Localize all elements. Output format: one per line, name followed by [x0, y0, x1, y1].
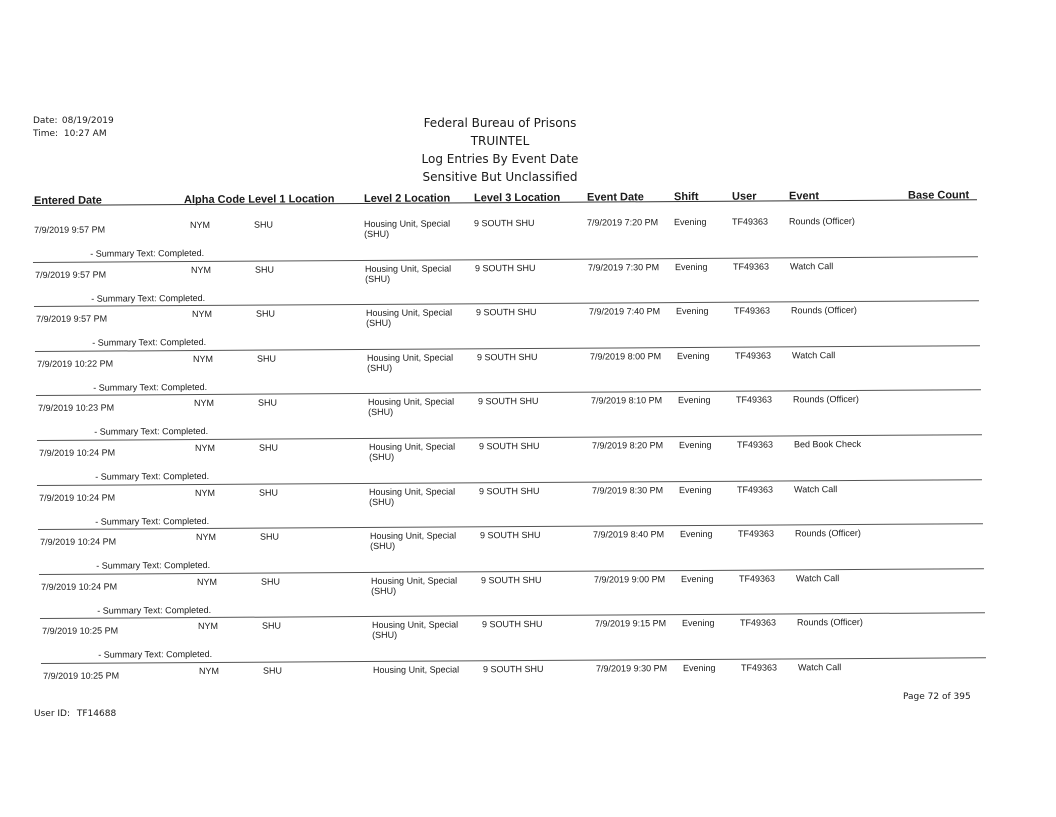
cell-event-date: 7/9/2019 8:00 PM [589, 350, 661, 362]
cell-user: TF49363 [740, 617, 777, 629]
cell-event: Rounds (Officer) [795, 528, 862, 539]
report-classification: Sensitive But Unclassified [422, 170, 578, 184]
cell-entered-date: 7/9/2019 9:57 PM [35, 313, 107, 325]
cell-level3-location: 9 SOUTH SHU [481, 574, 542, 586]
cell-level2-location: Housing Unit, Special (SHU) [372, 619, 459, 641]
col-entered-date: Entered Date [33, 194, 102, 207]
report-title-agency: Federal Bureau of Prisons [423, 116, 577, 130]
cell-summary-text: - Summary Text: Completed. [91, 292, 205, 304]
page-number: Page 72 of 395 [903, 692, 971, 702]
cell-user: TF49363 [732, 261, 769, 272]
cell-shift: Evening [682, 662, 716, 674]
cell-user: TF49363 [740, 662, 778, 673]
table-row [41, 661, 986, 711]
cell-shift: Evening [681, 573, 714, 584]
cell-alpha-code: NYM [197, 576, 218, 587]
cell-user: TF49363 [734, 350, 771, 361]
col-event: Event [788, 190, 820, 203]
cell-summary-text: - Summary Text: Completed. [96, 560, 211, 571]
cell-level1-location: SHU [258, 442, 278, 453]
cell-summary-text: - Summary Text: Completed. [90, 247, 205, 259]
time-value: 10:27 AM [63, 129, 107, 139]
cell-alpha-code: NYM [195, 487, 216, 498]
cell-level1-location: SHU [261, 576, 281, 587]
cell-level1-location: SHU [257, 397, 277, 409]
cell-level2-location: Housing Unit, Special [372, 664, 460, 675]
user-id-value: TF14688 [76, 709, 117, 719]
cell-entered-date: 7/9/2019 10:25 PM [42, 625, 119, 637]
cell-alpha-code: NYM [196, 532, 217, 543]
cell-level1-location: SHU [260, 531, 280, 542]
cell-entered-date: 7/9/2019 10:23 PM [37, 402, 114, 414]
cell-event-date: 7/9/2019 8:30 PM [592, 484, 664, 496]
cell-level2-location: Housing Unit, Special (SHU) [371, 575, 458, 596]
col-user: User [731, 190, 757, 203]
cell-level2-location: Housing Unit, Special (SHU) [369, 486, 456, 507]
cell-user: TF49363 [737, 484, 774, 495]
cell-event: Watch Call [791, 349, 835, 361]
cell-level2-location: Housing Unit, Special (SHU) [364, 263, 451, 284]
cell-level3-location: 9 SOUTH SHU [474, 262, 536, 273]
cell-level2-location: Housing Unit, Special (SHU) [367, 396, 454, 418]
cell-event-date: 7/9/2019 8:10 PM [590, 395, 662, 407]
cell-entered-date: 7/9/2019 10:24 PM [40, 536, 117, 548]
cell-level2-location: Housing Unit, Special (SHU) [370, 530, 457, 552]
cell-level3-location: 9 SOUTH SHU [480, 530, 541, 541]
cell-user: TF49363 [739, 573, 776, 584]
cell-level3-location: 9 SOUTH SHU [475, 307, 537, 318]
cell-event: Watch Call [797, 662, 842, 673]
cell-alpha-code: NYM [191, 309, 212, 320]
cell-summary-text: - Summary Text: Completed. [93, 426, 208, 438]
cell-level3-location: 9 SOUTH SHU [482, 663, 544, 675]
cell-level3-location: 9 SOUTH SHU [476, 351, 538, 363]
col-base-count: Base Count [907, 189, 970, 202]
col-level2: Level 2 Location [363, 192, 451, 205]
cell-user: TF49363 [733, 305, 770, 316]
cell-alpha-code: NYM [198, 621, 219, 632]
cell-level1-location: SHU [255, 308, 275, 319]
cell-entered-date: 7/9/2019 10:25 PM [43, 670, 120, 681]
cell-event-date: 7/9/2019 7:40 PM [588, 306, 660, 317]
cell-user: TF49363 [736, 439, 773, 450]
cell-level3-location: 9 SOUTH SHU [482, 619, 543, 630]
cell-summary-text: - Summary Text: Completed. [91, 337, 206, 348]
user-id-label: User ID: [34, 709, 70, 719]
cell-event: Rounds (Officer) [788, 215, 855, 227]
cell-event: Watch Call [794, 483, 838, 494]
cell-alpha-code: NYM [189, 219, 211, 231]
cell-entered-date: 7/9/2019 10:24 PM [39, 492, 116, 503]
cell-shift: Evening [679, 484, 712, 495]
cell-level3-location: 9 SOUTH SHU [479, 485, 540, 496]
cell-level1-location: SHU [254, 264, 274, 275]
cell-event-date: 7/9/2019 9:15 PM [595, 618, 667, 630]
cell-event: Watch Call [796, 572, 840, 584]
cell-level3-location: 9 SOUTH SHU [473, 217, 535, 229]
cell-summary-text: - Summary Text: Completed. [98, 649, 213, 661]
cell-event: Bed Book Check [793, 438, 861, 450]
footer-user-id [34, 709, 116, 719]
cell-event-date: 7/9/2019 9:30 PM [595, 663, 668, 674]
cell-event: Rounds (Officer) [790, 305, 857, 316]
cell-event-date: 7/9/2019 8:20 PM [591, 440, 663, 451]
cell-alpha-code: NYM [192, 353, 213, 364]
cell-level1-location: SHU [262, 620, 282, 632]
cell-level3-location: 9 SOUTH SHU [477, 396, 539, 407]
cell-level1-location: SHU [262, 665, 283, 676]
cell-event: Rounds (Officer) [792, 394, 859, 405]
cell-user: TF49363 [738, 528, 775, 539]
date-value: 08/19/2019 [61, 116, 114, 126]
col-level3: Level 3 Location [473, 191, 561, 205]
cell-user: TF49363 [731, 216, 769, 227]
cell-event: Rounds (Officer) [797, 617, 863, 628]
cell-event-date: 7/9/2019 8:40 PM [593, 529, 665, 540]
cell-event-date: 7/9/2019 9:00 PM [594, 573, 666, 585]
cell-summary-text: - Summary Text: Completed. [94, 470, 209, 482]
cell-level2-location: Housing Unit, Special (SHU) [368, 441, 455, 462]
cell-alpha-code: NYM [193, 398, 214, 409]
cell-shift: Evening [682, 618, 715, 629]
cell-shift: Evening [674, 261, 708, 272]
cell-entered-date: 7/9/2019 10:22 PM [36, 358, 113, 369]
cell-summary-text: - Summary Text: Completed. [95, 515, 210, 527]
cell-shift: Evening [678, 439, 712, 451]
cell-level2-location: Housing Unit, Special (SHU) [365, 307, 452, 329]
cell-summary-text: - Summary Text: Completed. [92, 381, 207, 393]
col-alpha-loc1: Alpha Code Level 1 Location [183, 193, 335, 207]
cell-entered-date: 7/9/2019 10:24 PM [38, 447, 115, 458]
cell-event: Watch Call [789, 260, 834, 271]
cell-level1-location: SHU [253, 219, 274, 230]
cell-event-date: 7/9/2019 7:30 PM [587, 261, 660, 273]
cell-shift: Evening [680, 529, 713, 540]
cell-entered-date: 7/9/2019 10:24 PM [41, 581, 118, 592]
cell-level2-location: Housing Unit, Special (SHU) [366, 352, 453, 373]
cell-user: TF49363 [735, 394, 772, 406]
cell-alpha-code: NYM [198, 665, 220, 677]
cell-event-date: 7/9/2019 7:20 PM [586, 217, 659, 228]
cell-entered-date: 7/9/2019 9:57 PM [34, 224, 106, 235]
report-title-system: TRUINTEL [470, 134, 530, 148]
cell-alpha-code: NYM [190, 264, 211, 275]
cell-level1-location: SHU [256, 353, 276, 364]
cell-shift: Evening [673, 216, 707, 228]
report-title-name: Log Entries By Event Date [421, 152, 579, 166]
cell-level3-location: 9 SOUTH SHU [478, 440, 540, 452]
cell-level2-location: Housing Unit, Special (SHU) [363, 218, 451, 239]
time-label: Time: [33, 129, 59, 139]
col-event-date: Event Date [586, 191, 644, 204]
date-label: Date: [33, 116, 58, 126]
cell-shift: Evening [677, 395, 711, 406]
col-shift: Shift [673, 190, 699, 204]
cell-shift: Evening [676, 350, 710, 361]
cell-shift: Evening [675, 306, 709, 317]
cell-summary-text: - Summary Text: Completed. [97, 604, 212, 616]
cell-level1-location: SHU [259, 487, 279, 498]
cell-alpha-code: NYM [194, 442, 215, 454]
cell-entered-date: 7/9/2019 9:57 PM [34, 269, 107, 280]
